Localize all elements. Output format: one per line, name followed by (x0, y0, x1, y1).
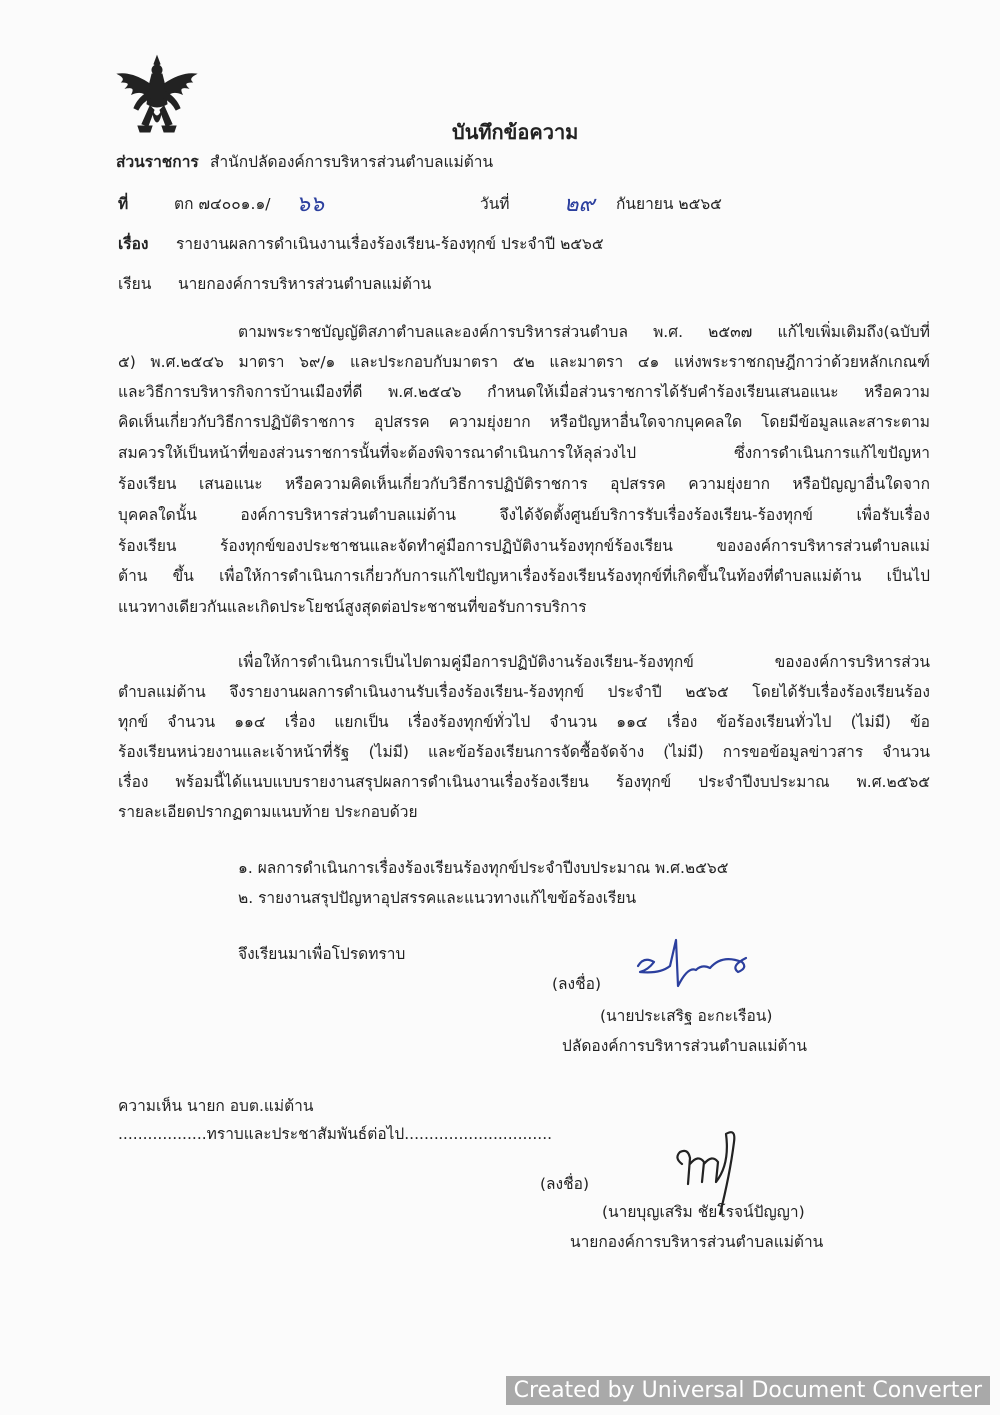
para1-line: ๕) พ.ศ.๒๕๔๖ มาตรา ๖๙/๑ และประกอบกับมาตรา ๕๒ และมาตรา ๔๑ แห่งพระราชกฤษฎีกาว่าด้วยหลักเกณฑ์ (118, 353, 930, 371)
date-month-year: กันยายน ๒๕๖๕ (616, 195, 722, 213)
signer-2-position: นายกองค์การบริหารส่วนตำบลแม่ต้าน (570, 1233, 824, 1251)
dept-label: ส่วนราชการ (116, 153, 199, 171)
to-label: เรียน (118, 275, 152, 293)
para1-line: คิดเห็นเกี่ยวกับวิธีการปฏิบัติราชการ อุปสรรค ความยุ่งยาก หรือปัญหาอื่นใดจากบุคคลใด โดยมีข้อมูลและสาระตาม (118, 413, 930, 431)
signature-1-scribble (630, 936, 770, 996)
date-day-handwritten: ๒๙ (564, 192, 595, 217)
dept-value: สำนักปลัดองค์การบริหารส่วนตำบลแม่ต้าน (210, 153, 494, 171)
para1-line: และวิธีการบริหารกิจการบ้านเมืองที่ดี พ.ศ.๒๕๔๖ กำหนดให้เมื่อส่วนราชการได้รับคำร้องเรียนเสนอแนะ หรือความ (118, 383, 930, 401)
para2-line: เพื่อให้การดำเนินการเป็นไปตามคู่มือการปฏิบัติงานร้องเรียน-ร้องทุกข์ ขององค์การบริหารส่วน (238, 653, 930, 671)
signer-1-position: ปลัดองค์การบริหารส่วนตำบลแม่ต้าน (562, 1037, 807, 1055)
para1-line: ตามพระราชบัญญัติสภาตำบลและองค์การบริหารส่วนตำบล พ.ศ. ๒๕๓๗ แก้ไขเพิ่มเติมถึง(ฉบับที่ (238, 323, 930, 341)
para2-line: เรื่อง พร้อมนี้ได้แนบแบบรายงานสรุปผลการดำเนินงานเรื่องร้องเรียน ร้องทุกข์ ประจำปีงบประมาณ พ.ศ.๒๕๖๕ (118, 773, 930, 791)
signer-2-name: (นายบุญเสริม ชัยโรจน์ปัญญา) (602, 1203, 805, 1221)
para2-line: ร้องเรียนหน่วยงานและเจ้าหน้าที่รัฐ (ไม่มี) และข้อร้องเรียนการจัดซื้อจัดจ้าง (ไม่มี) การขอข้อมูลข่าวสาร จำนวน (118, 743, 930, 761)
converter-watermark: Created by Universal Document Converter (506, 1376, 990, 1405)
para1-line: ต้าน ขึ้น เพื่อให้การดำเนินการเกี่ยวกับการแก้ไขปัญหาเรื่องร้องเรียนร้องทุกข์ที่เกิดขึ้นในท้องที่ตำบลแม่ต้าน เป็นไป (118, 567, 930, 585)
para2-line: ทุกข์ จำนวน ๑๑๔ เรื่อง แยกเป็น เรื่องร้องทุกข์ทั่วไป จำนวน ๑๑๔ เรื่อง ข้อร้องเรียนทั่วไป (ไม่มี) ข้อ (118, 713, 930, 731)
subject-value: รายงานผลการดำเนินงานเรื่องร้องเรียน-ร้องทุกข์ ประจำปี ๒๕๖๕ (176, 235, 604, 253)
para1-line: ร้องเรียน เสนอแนะ หรือความคิดเห็นเกี่ยวกับวิธีการปฏิบัติราชการ อุปสรรค ความยุ่งยาก หรือปัญญาอื่นใดจาก (118, 475, 930, 493)
ref-handwritten-number: ๖๖ (296, 192, 324, 217)
ref-value: ตก ๗๔๐๐๑.๑/ (174, 195, 271, 213)
date-label: วันที่ (480, 195, 510, 213)
para1-line: ร้องเรียน ร้องทุกข์ของประชาชนและจัดทำคู่มือการปฏิบัติงานร้องทุกข์ร้องเรียน ขององค์การบริหารส่วนตำบลแม่ (118, 537, 930, 555)
subject-label: เรื่อง (118, 235, 149, 253)
para2-line: ตำบลแม่ต้าน จึงรายงานผลการดำเนินงานรับเรื่องร้องเรียน-ร้องทุกข์ ประจำปี ๒๕๖๕ โดยได้รับเรื่องร้องเรียนร้อง (118, 683, 930, 701)
document-title: บันทึกข้อความ (452, 120, 579, 144)
to-value: นายกองค์การบริหารส่วนตำบลแม่ต้าน (178, 275, 432, 293)
attachment-item: ๑. ผลการดำเนินการเรื่องร้องเรียนร้องทุกข์ประจำปีงบประมาณ พ.ศ.๒๕๖๕ (238, 859, 729, 877)
para1-line: สมควรให้เป็นหน้าที่ของส่วนราชการนั้นที่จะต้องพิจารณาดำเนินการให้ลุล่วงไป ซึ่งการดำเนินการแก้ไขปัญหา (118, 444, 930, 462)
closing-text: จึงเรียนมาเพื่อโปรดทราบ (238, 945, 406, 963)
sign-label: (ลงชื่อ) (540, 1175, 589, 1193)
para2-line: รายละเอียดปรากฏตามแนบท้าย ประกอบด้วย (118, 803, 418, 821)
signer-1-name: (นายประเสริฐ อะกะเรือน) (600, 1007, 773, 1025)
para1-line: แนวทางเดียวกันและเกิดประโยชน์สูงสุดต่อประชาชนที่ขอรับการบริการ (118, 598, 587, 616)
garuda-emblem-icon (112, 52, 202, 142)
opinion-label: ความเห็น นายก อบต.แม่ต้าน (118, 1097, 314, 1115)
sign-label: (ลงชื่อ) (552, 975, 601, 993)
attachment-item: ๒. รายงานสรุปปัญหาอุปสรรคและแนวทางแก้ไขข้อร้องเรียน (238, 889, 637, 907)
para1-line: บุคคลใดนั้น องค์การบริหารส่วนตำบลแม่ต้าน จึงได้จัดตั้งศูนย์บริการรับเรื่องร้องเรียน-ร้องทุกข์ เพื่อรับเรื่อง (118, 506, 930, 524)
opinion-text: ..................ทราบและประชาสัมพันธ์ต่อไป.............................. (118, 1125, 553, 1143)
ref-label: ที่ (118, 195, 129, 213)
